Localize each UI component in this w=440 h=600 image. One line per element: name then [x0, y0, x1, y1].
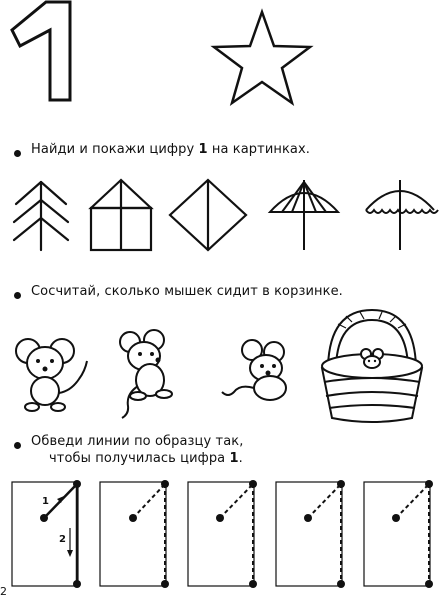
mouse-walking-picture [112, 330, 192, 420]
instruction-count-mice [31, 283, 343, 300]
page-number: 2 [0, 585, 7, 598]
mouse-lying-picture [222, 338, 302, 408]
instruction-text: чтобы получилась цифра [49, 451, 226, 466]
arrow-label-1: 1 [42, 496, 49, 507]
arrow-label-2: 2 [59, 534, 66, 545]
parasol-picture [362, 178, 438, 252]
instruction-digit: 1 [229, 451, 239, 466]
instruction-line2 [31, 450, 243, 467]
instruction-find-digit [31, 141, 310, 158]
bullet [14, 292, 21, 299]
bullet [14, 150, 21, 157]
tracing-box[interactable] [364, 480, 433, 588]
fir-tree-picture [10, 180, 72, 252]
tracing-box[interactable] [276, 480, 345, 588]
mouse-sitting-picture [14, 335, 98, 415]
star-outline [212, 10, 312, 105]
instruction-digit: 1 [198, 142, 208, 157]
instruction-trace-lines [31, 433, 243, 467]
tracing-area [0, 474, 440, 590]
instruction-text: Обведи линии по образцу так, [31, 434, 244, 449]
instruction-text: на картинках. [211, 142, 311, 157]
big-digit-one [0, 0, 80, 104]
house-picture [89, 178, 153, 252]
tracing-box[interactable] [188, 480, 257, 588]
basket-with-mouse-picture [316, 306, 428, 424]
instruction-text: . [238, 451, 243, 466]
instruction-text: Сосчитай, сколько мышек сидит в корзинке. [31, 284, 343, 299]
instruction-text: Найди и покажи цифру [31, 142, 195, 157]
umbrella-picture [268, 178, 340, 252]
rhombus-picture [168, 178, 248, 252]
bullet [14, 442, 21, 449]
tracing-box[interactable] [100, 480, 169, 588]
